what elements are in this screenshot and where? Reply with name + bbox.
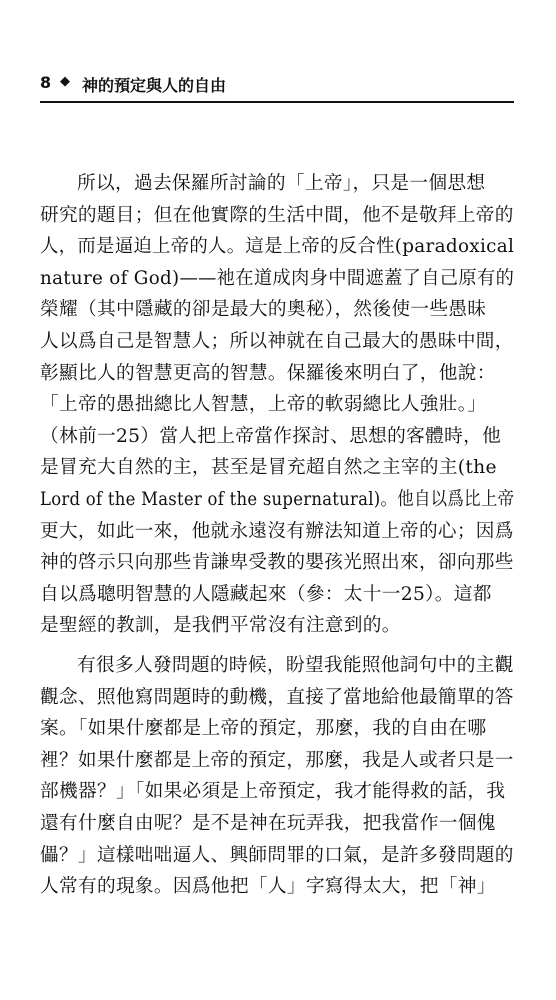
text-line: 「上帝的愚拙總比人智慧，上帝的軟弱總比人強壯。」	[40, 394, 487, 416]
text-line: 是聖經的教訓，是我們平常沒有注意到的。	[40, 615, 401, 637]
text-line: 儡？」這樣咄咄逼人、興師問罪的口氣，是許多發問題的	[40, 844, 514, 866]
header-rule	[40, 101, 514, 103]
text-line: 人以爲自己是智慧人；所以神就在自己最大的愚昧中間，	[40, 331, 514, 352]
text-line: 還有什麼自由呢？是不是神在玩弄我，把我當作一個傀	[40, 813, 496, 834]
text-line: 案。「如果什麼都是上帝的預定，那麼，我的自由在哪	[40, 718, 487, 740]
text-line: nature of God)——祂在道成肉身中間遮蓋了自己原有的	[40, 267, 515, 289]
text-line: Lord of the Master of the supernatural)。他自以爲比上帝	[40, 489, 515, 510]
diamond-icon: ◆	[60, 74, 70, 89]
text-line: 人常有的現象。因爲他把「人」字寫得太大，把「神」	[40, 876, 496, 898]
text-line: 是冒充大自然的主，甚至是冒充超自然之主宰的主(the	[40, 457, 497, 479]
text-line: 更大，如此一來，他就永遠沒有辦法知道上帝的心；因爲	[40, 520, 514, 542]
text-line: 有很多人發問題的時候，盼望我能照他詞句中的主觀	[77, 655, 514, 676]
text-line: 自以爲聰明智慧的人隱藏起來（參：太十一25）。這都	[40, 583, 492, 605]
page-number: 8	[40, 73, 52, 92]
text-line: 部機器？」「如果必須是上帝預定，我才能得救的話，我	[40, 781, 506, 803]
text-line: 研究的題目；但在他實際的生活中間，他不是敬拜上帝的	[40, 204, 514, 226]
text-line: 觀念、照他寫問題時的動機，直接了當地給他最簡單的答	[40, 686, 514, 708]
text-line: 彰顯比人的智慧更高的智慧。保羅後來明白了，他說：	[40, 362, 496, 384]
text-line: 榮耀（其中隱藏的卻是最大的奧秘），然後使一些愚昧	[40, 299, 487, 321]
text-line: 所以，過去保羅所討論的「上帝」，只是一個思想	[77, 173, 486, 194]
running-header	[40, 73, 512, 103]
text-line: （林前一25）當人把上帝當作探討、思想的客體時，他	[40, 425, 502, 447]
text-line: 神的啓示只向那些肯謙卑受教的嬰孩光照出來，卻向那些	[40, 552, 514, 574]
text-line: 裡？如果什麼都是上帝的預定，那麼，我是人或者只是一	[40, 749, 514, 771]
book-title: 神的預定與人的自由	[82, 76, 227, 95]
text-line: 人，而是逼迫上帝的人。這是上帝的反合性(paradoxical	[40, 236, 515, 258]
